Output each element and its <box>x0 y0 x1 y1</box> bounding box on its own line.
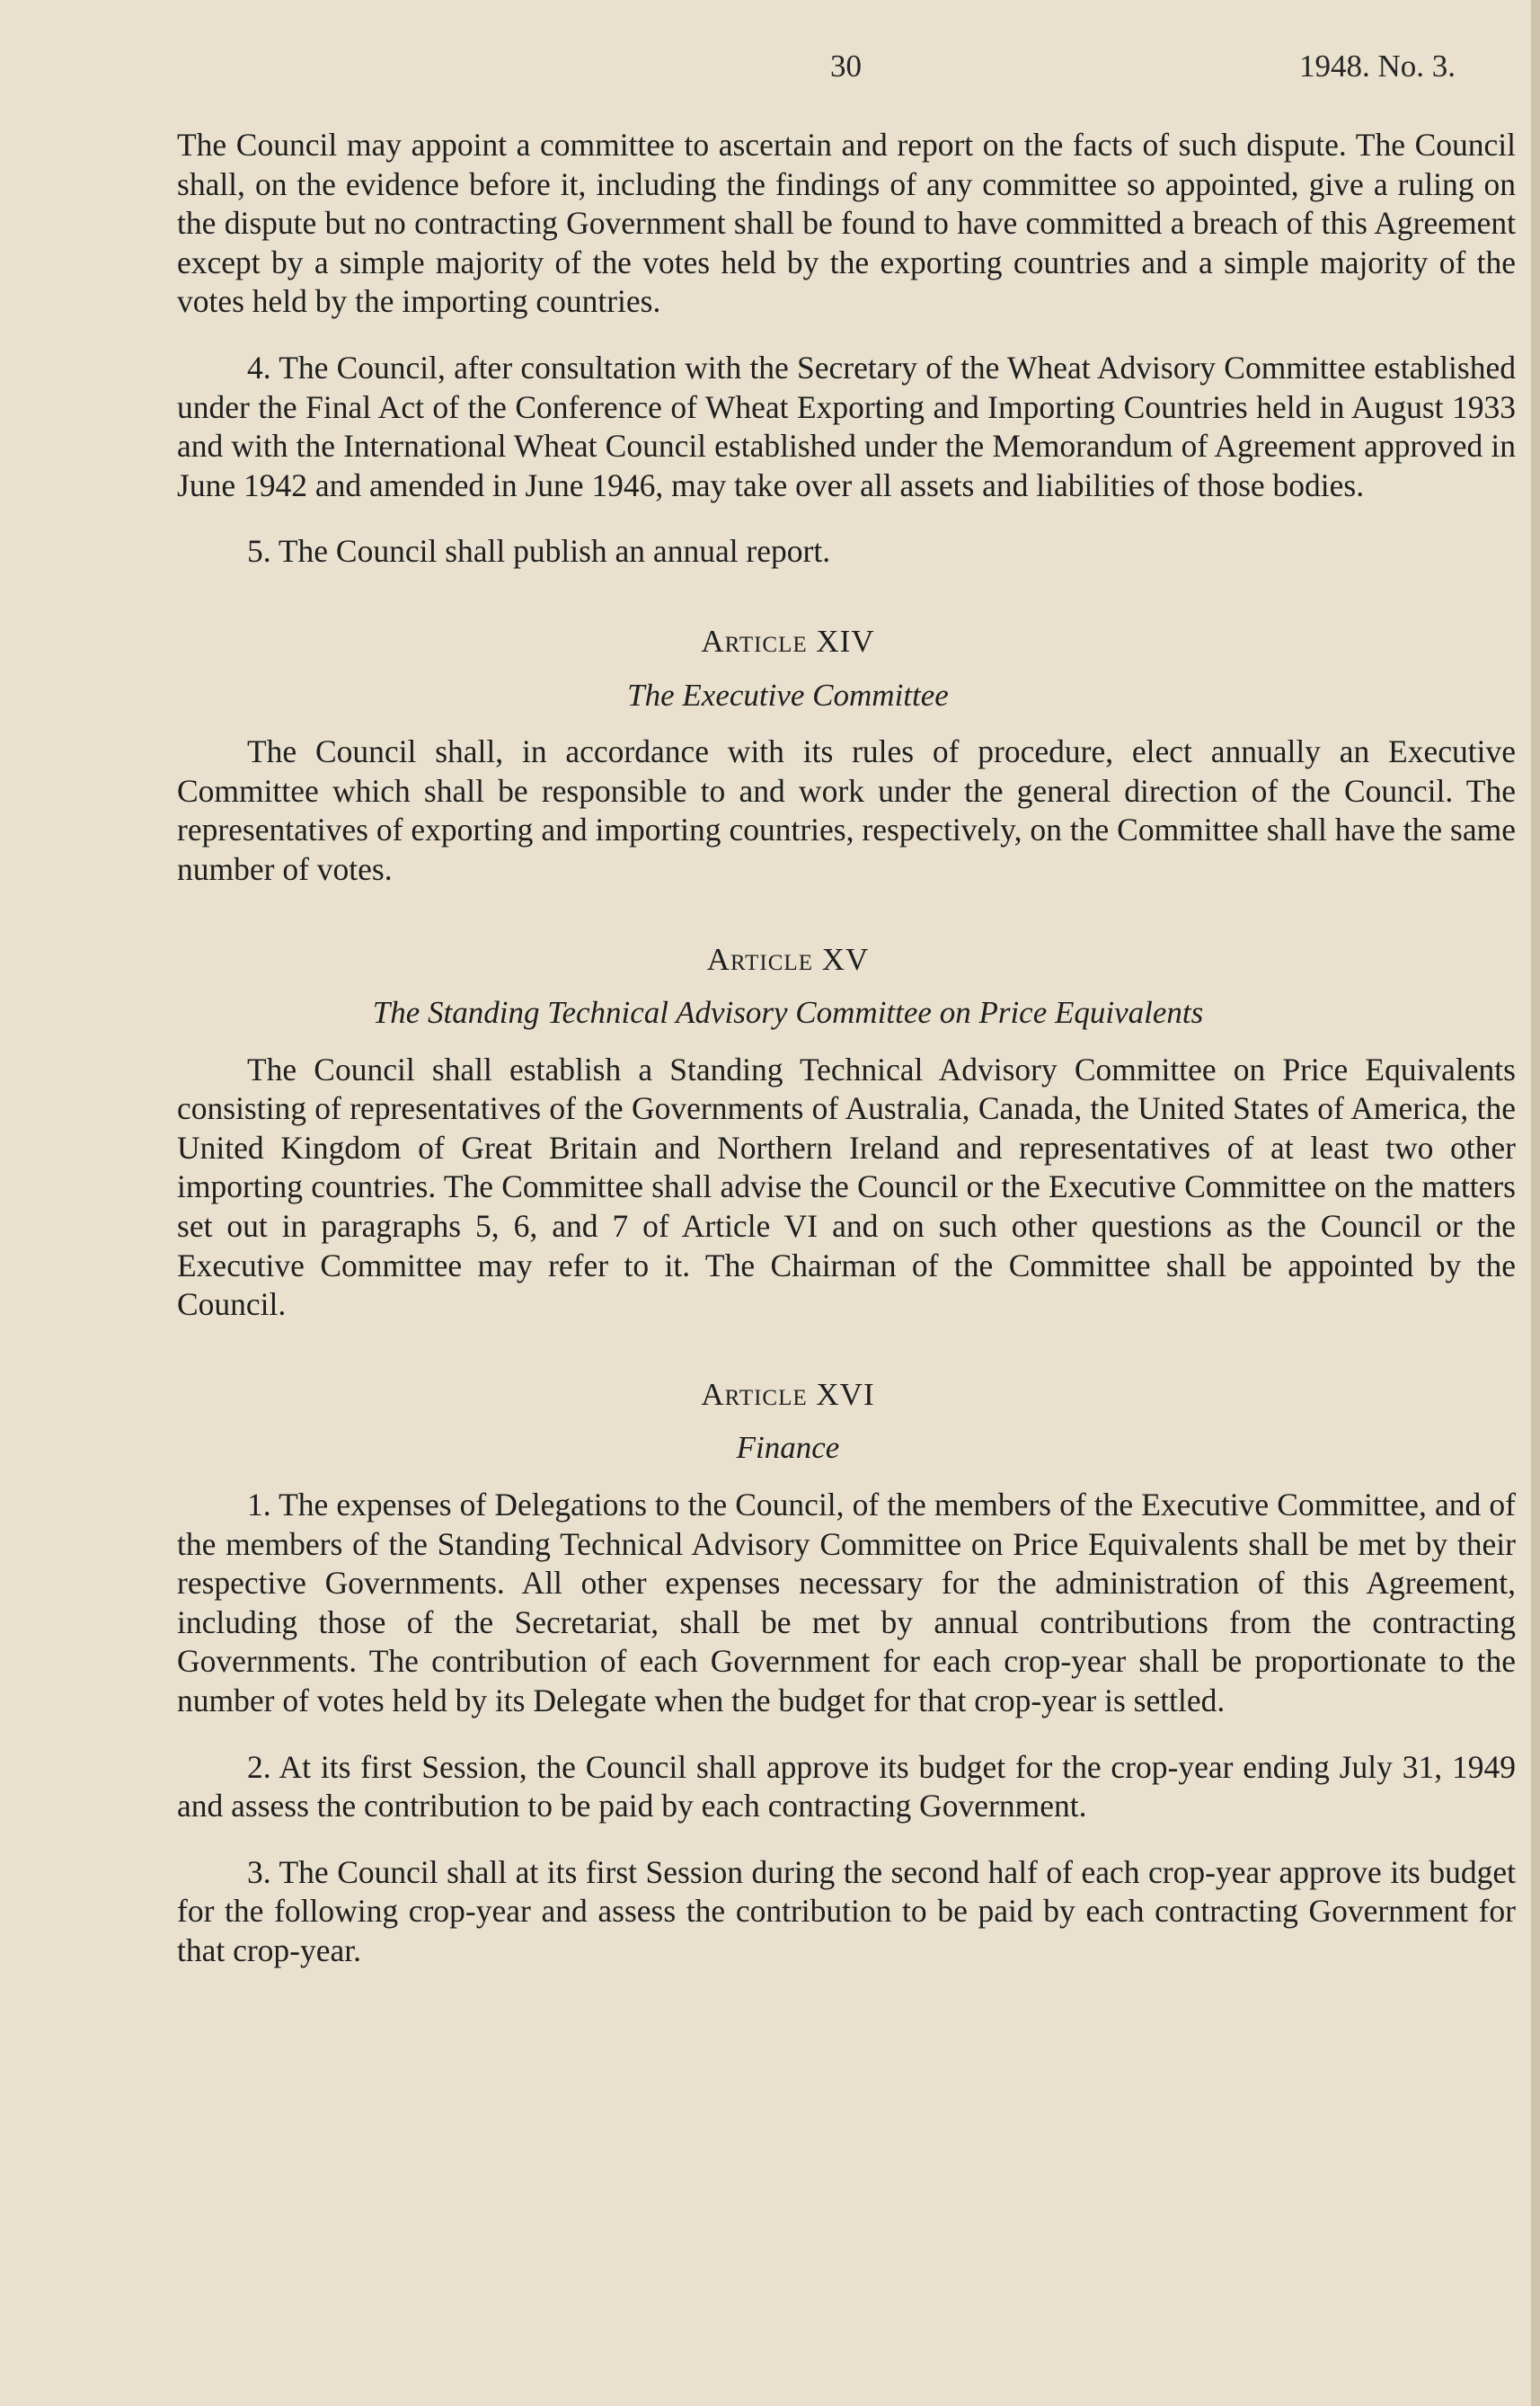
paragraph-4: 4. The Council, after consultation with the Secretary of the Wheat Advisory Committee established under the Final Act of the Conference of Wheat Exporting and Importing Countries held in August 1933 and with the International Wheat Council established under the Memorandum of Agreement approved in June 1942 and amended in June 1946, may take over all assets and liabilities of those bodies. <box>177 349 1516 503</box>
page-number: 30 <box>830 49 862 84</box>
article-15-heading: Article XV <box>706 941 870 977</box>
article-16-paragraph-3: 3. The Council shall at its first Session during the second half of each crop-year approve its budget for the following crop-year and assess the contribution to be paid by each contracting Government for that crop-year. <box>177 1853 1516 1968</box>
header-reference: 1948. No. 3. <box>1299 49 1456 84</box>
article-16-title: Finance <box>736 1430 840 1466</box>
article-16-paragraph-2: 2. At its first Session, the Council shall approve its budget for the crop-year ending July 31, 1949 and assess the contribution to be paid by each contracting Government. <box>177 1748 1516 1824</box>
article-14-text: The Council shall, in accordance with its rules of procedure, elect annually an Executive Committee which shall be responsible to and work under the general direction of the Council. The representatives of exporting and importing countries, respectively, on the Committee shall have the same number of votes. <box>177 733 1516 887</box>
intro-paragraph: The Council may appoint a committee to ascertain and report on the facts of such dispute. The Council shall, on the evidence before it, including the findings of any committee so appointed, give a ruling on the dispute but no contracting Government shall be found to have committed a breach of this Agreement except by a simple majority of the votes held by the exporting countries and a simple majority of the votes held by the importing countries. <box>177 127 1516 320</box>
page-header <box>0 49 1540 93</box>
article-14-heading: Article XIV <box>701 623 875 659</box>
article-15-title: The Standing Technical Advisory Committee on Price Equivalents <box>372 995 1204 1031</box>
page-body <box>177 126 1516 1998</box>
paragraph-5: 5. The Council shall publish an annual report. <box>247 533 831 570</box>
page-edge <box>1531 0 1540 2406</box>
article-15-text: The Council shall establish a Standing Technical Advisory Committee on Price Equivalents consisting of representatives of the Governments of Australia, Canada, the United States of America, the United Kingdom of Great Britain and Northern Ireland and representatives of at least two other importing countries. The Committee shall advise the Council or the Executive Committee on the matters set out in paragraphs 5, 6, and 7 of Article VI and on such other questions as the Council or the Executive Committee may refer to it. The Chairman of the Committee shall be appointed by the Council. <box>177 1051 1516 1323</box>
article-16-heading: Article XVI <box>701 1376 875 1412</box>
article-14-title: The Executive Committee <box>627 677 949 713</box>
article-16-paragraph-1: 1. The expenses of Delegations to the Council, of the members of the Executive Committee, and of the members of the Standing Technical Advisory Committee on Price Equivalents shall be met by their respective Governments. All other expenses necessary for the administration of this Agreement, including those of the Secretariat, shall be met by annual contributions from the contracting Governments. The contribution of each Government for each crop-year shall be proportionate to the number of votes held by its Delegate when the budget for that crop-year is settled. <box>177 1487 1516 1718</box>
